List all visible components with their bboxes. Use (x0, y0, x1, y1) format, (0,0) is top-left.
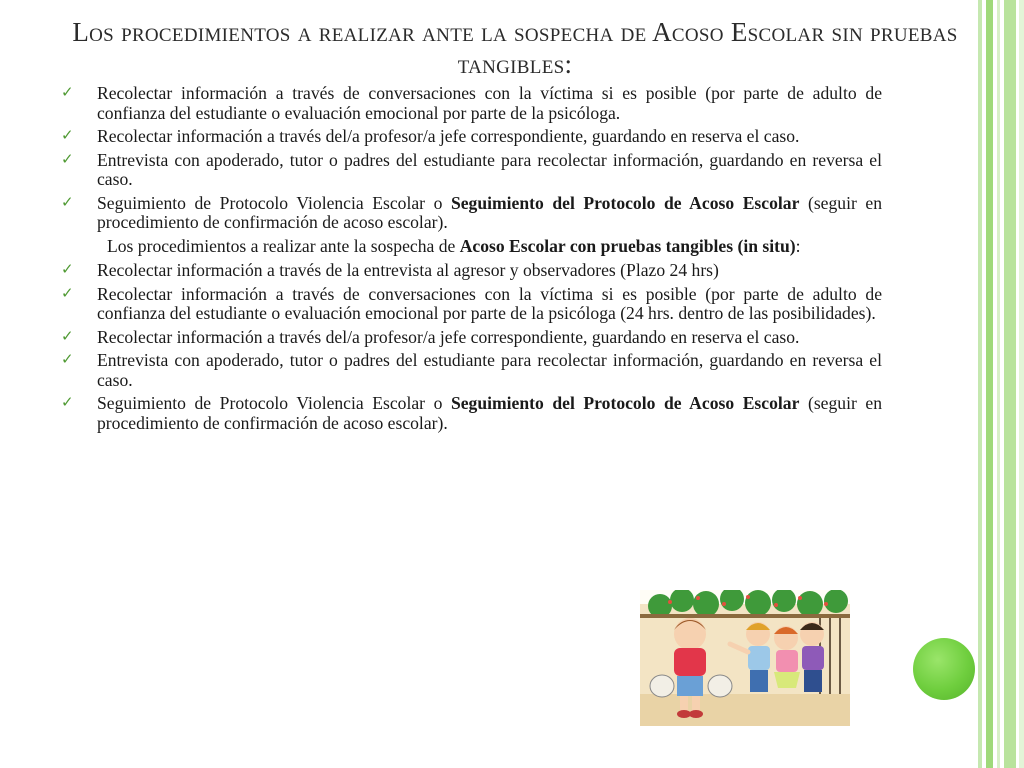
list-item (60, 151, 882, 190)
list-item (60, 261, 882, 281)
subheading-bold: Acoso Escolar con pruebas tangibles (in situ) (459, 235, 796, 256)
item-text: Entrevista con apoderado, tutor o padres del estudiante para recolectar información, guardando en reversa el caso. (97, 350, 882, 390)
list-item (60, 84, 882, 123)
list-item (60, 328, 882, 348)
item-text: Recolectar información a través de conversaciones con la víctima si es posible (por parte de adulto de confianza del estudiante o evaluación emocional por parte de la psicóloga (24 hrs. dentro de las posibilidades). (97, 283, 882, 323)
item-text: Entrevista con apoderado, tutor o padres del estudiante para recolectar información, guardando en reversa el caso. (97, 149, 882, 189)
item-text-bold: Seguimiento del Protocolo de Acoso Escolar (450, 192, 800, 213)
side-decoration-stripes (978, 0, 1024, 768)
check-icon: ✓ (61, 260, 74, 278)
item-text: Recolectar información a través de conversaciones con la víctima si es posible (por parte de adulto de confianza del estudiante o evaluación emocional por parte de la psicóloga. (97, 83, 882, 123)
item-text-pre: Seguimiento de Protocolo Violencia Escolar o (97, 192, 451, 213)
check-icon: ✓ (61, 393, 74, 411)
subheading (60, 237, 882, 257)
check-icon: ✓ (61, 326, 74, 345)
decorative-green-circle (913, 638, 975, 700)
check-icon: ✓ (61, 350, 74, 368)
list-item (60, 127, 882, 147)
check-icon: ✓ (61, 283, 74, 302)
item-text: Recolectar información a través del/a profesor/a jefe correspondiente, guardando en reserva el caso. (97, 326, 800, 347)
subheading-pre: Los procedimientos a realizar ante la sospecha de (107, 235, 460, 256)
list-item (60, 194, 882, 233)
item-text: Recolectar información a través del/a profesor/a jefe correspondiente, guardando en reserva el caso. (97, 126, 800, 146)
subheading-post: : (795, 235, 801, 256)
list-item (60, 351, 882, 390)
item-text-post: (seguir en procedimiento de confirmación de acoso escolar). (97, 192, 882, 232)
item-text-bold: Seguimiento del Protocolo de Acoso Escolar (450, 393, 800, 413)
list-item (60, 285, 882, 324)
slide-title: Los procedimientos a realizar ante la sospecha de Acoso Escolar sin pruebas tangibles: (72, 17, 958, 79)
check-icon: ✓ (61, 126, 74, 144)
list-item (60, 394, 882, 433)
bullying-illustration (640, 590, 850, 726)
check-icon: ✓ (61, 192, 74, 211)
check-icon: ✓ (61, 83, 74, 101)
item-text-pre: Seguimiento de Protocolo Violencia Escolar o (97, 393, 451, 413)
item-text: Recolectar información a través de la entrevista al agresor y observadores (Plazo 24 hrs) (97, 260, 719, 280)
item-text-post: (seguir en procedimiento de confirmación de acoso escolar). (97, 393, 882, 433)
check-icon: ✓ (61, 149, 74, 168)
procedure-list (60, 84, 882, 437)
